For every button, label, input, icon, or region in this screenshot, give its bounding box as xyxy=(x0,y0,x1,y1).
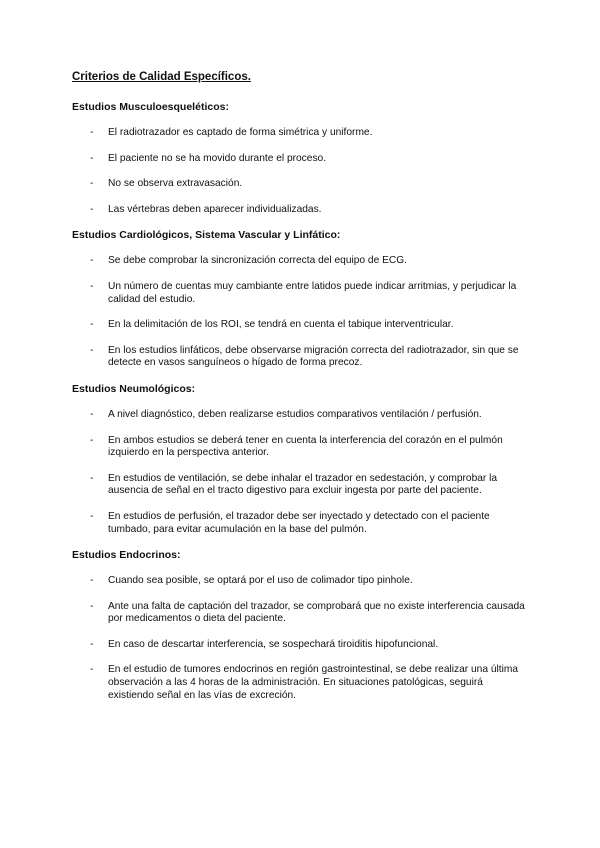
list-item xyxy=(72,409,530,422)
dash-bullet: - xyxy=(90,600,94,612)
item-text: En la delimitación de los ROI, se tendrá en cuenta el tabique interventricular. xyxy=(108,319,454,331)
section-heading: Estudios Endocrinos: xyxy=(72,549,181,562)
dash-bullet: - xyxy=(90,255,94,267)
list-item xyxy=(72,178,530,191)
dash-bullet: - xyxy=(90,664,94,676)
section-cardiology xyxy=(72,229,530,370)
list-item xyxy=(72,473,530,498)
list-item xyxy=(72,664,530,702)
item-text: El paciente no se ha movido durante el proceso. xyxy=(108,152,327,164)
item-text: Se debe comprobar la sincronización correcta del equipo de ECG. xyxy=(108,255,407,267)
list-item xyxy=(72,319,530,332)
dash-bullet: - xyxy=(90,638,94,650)
item-list xyxy=(72,127,530,216)
dash-bullet: - xyxy=(90,152,94,164)
dash-bullet: - xyxy=(90,575,94,587)
section-heading: Estudios Neumológicos: xyxy=(72,382,196,395)
item-text: Ante una falta de captación del trazador, se comprobará que no existe interferencia causada por medicamentos o dieta del paciente. xyxy=(108,600,525,625)
list-item xyxy=(72,575,530,588)
item-text: Las vértebras deben aparecer individualizadas. xyxy=(108,203,322,215)
dash-bullet: - xyxy=(90,472,94,484)
section-heading: Estudios Cardiológicos, Sistema Vascular y Linfático: xyxy=(72,229,341,242)
item-text: No se observa extravasación. xyxy=(108,178,243,190)
item-text: En ambos estudios se deberá tener en cuenta la interferencia del corazón en el pulmón izquierdo en la perspectiva anterior. xyxy=(108,434,503,459)
list-item xyxy=(72,255,530,268)
section-pulmonology xyxy=(72,383,530,536)
item-list xyxy=(72,575,530,702)
dash-bullet: - xyxy=(90,280,94,292)
list-item xyxy=(72,639,530,652)
item-text: En caso de descartar interferencia, se sospechará tiroiditis hipofuncional. xyxy=(108,638,439,650)
list-item xyxy=(72,511,530,536)
list-item xyxy=(72,601,530,626)
item-text: A nivel diagnóstico, deben realizarse estudios comparativos ventilación / perfusión. xyxy=(108,408,482,420)
document-title: Criterios de Calidad Específicos. xyxy=(72,71,251,83)
section-musculoskeletal xyxy=(72,101,530,216)
list-item xyxy=(72,204,530,217)
dash-bullet: - xyxy=(90,510,94,522)
item-text: En estudios de perfusión, el trazador debe ser inyectado y detectado con el paciente tumbado, para evitar acumulación en la base del pulmón. xyxy=(108,510,490,535)
dash-bullet: - xyxy=(90,408,94,420)
dash-bullet: - xyxy=(90,127,94,138)
dash-bullet: - xyxy=(90,344,94,356)
item-list xyxy=(72,409,530,536)
section-endocrinology xyxy=(72,549,530,702)
item-text: En el estudio de tumores endocrinos en región gastrointestinal, se debe realizar una última observación a las 4 horas de la administración. En situaciones patológicas, seguirá existiendo señal en las vías de excreción. xyxy=(108,664,519,701)
section-heading: Estudios Musculoesqueléticos: xyxy=(72,101,229,113)
list-item xyxy=(72,435,530,460)
list-item xyxy=(72,153,530,166)
dash-bullet: - xyxy=(90,319,94,331)
list-item xyxy=(72,345,530,370)
dash-bullet: - xyxy=(90,434,94,446)
list-item xyxy=(72,281,530,306)
dash-bullet: - xyxy=(90,178,94,190)
item-text: En los estudios linfáticos, debe observarse migración correcta del radiotrazador, sin que se detecte en vasos sanguíneos o hígado de forma precoz. xyxy=(108,344,519,369)
item-text: En estudios de ventilación, se debe inhalar el trazador en sedestación, y comprobar la ausencia de señal en el tracto digestivo para excluir ingesta por parte del paciente. xyxy=(108,472,498,497)
item-text: Cuando sea posible, se optará por el uso de colimador tipo pinhole. xyxy=(108,575,413,587)
list-item xyxy=(72,127,530,140)
dash-bullet: - xyxy=(90,203,94,215)
item-text: El radiotrazador es captado de forma simétrica y uniforme. xyxy=(108,127,373,138)
item-text: Un número de cuentas muy cambiante entre latidos puede indicar arritmias, y perjudicar la calidad del estudio. xyxy=(108,280,517,305)
item-list xyxy=(72,255,530,370)
